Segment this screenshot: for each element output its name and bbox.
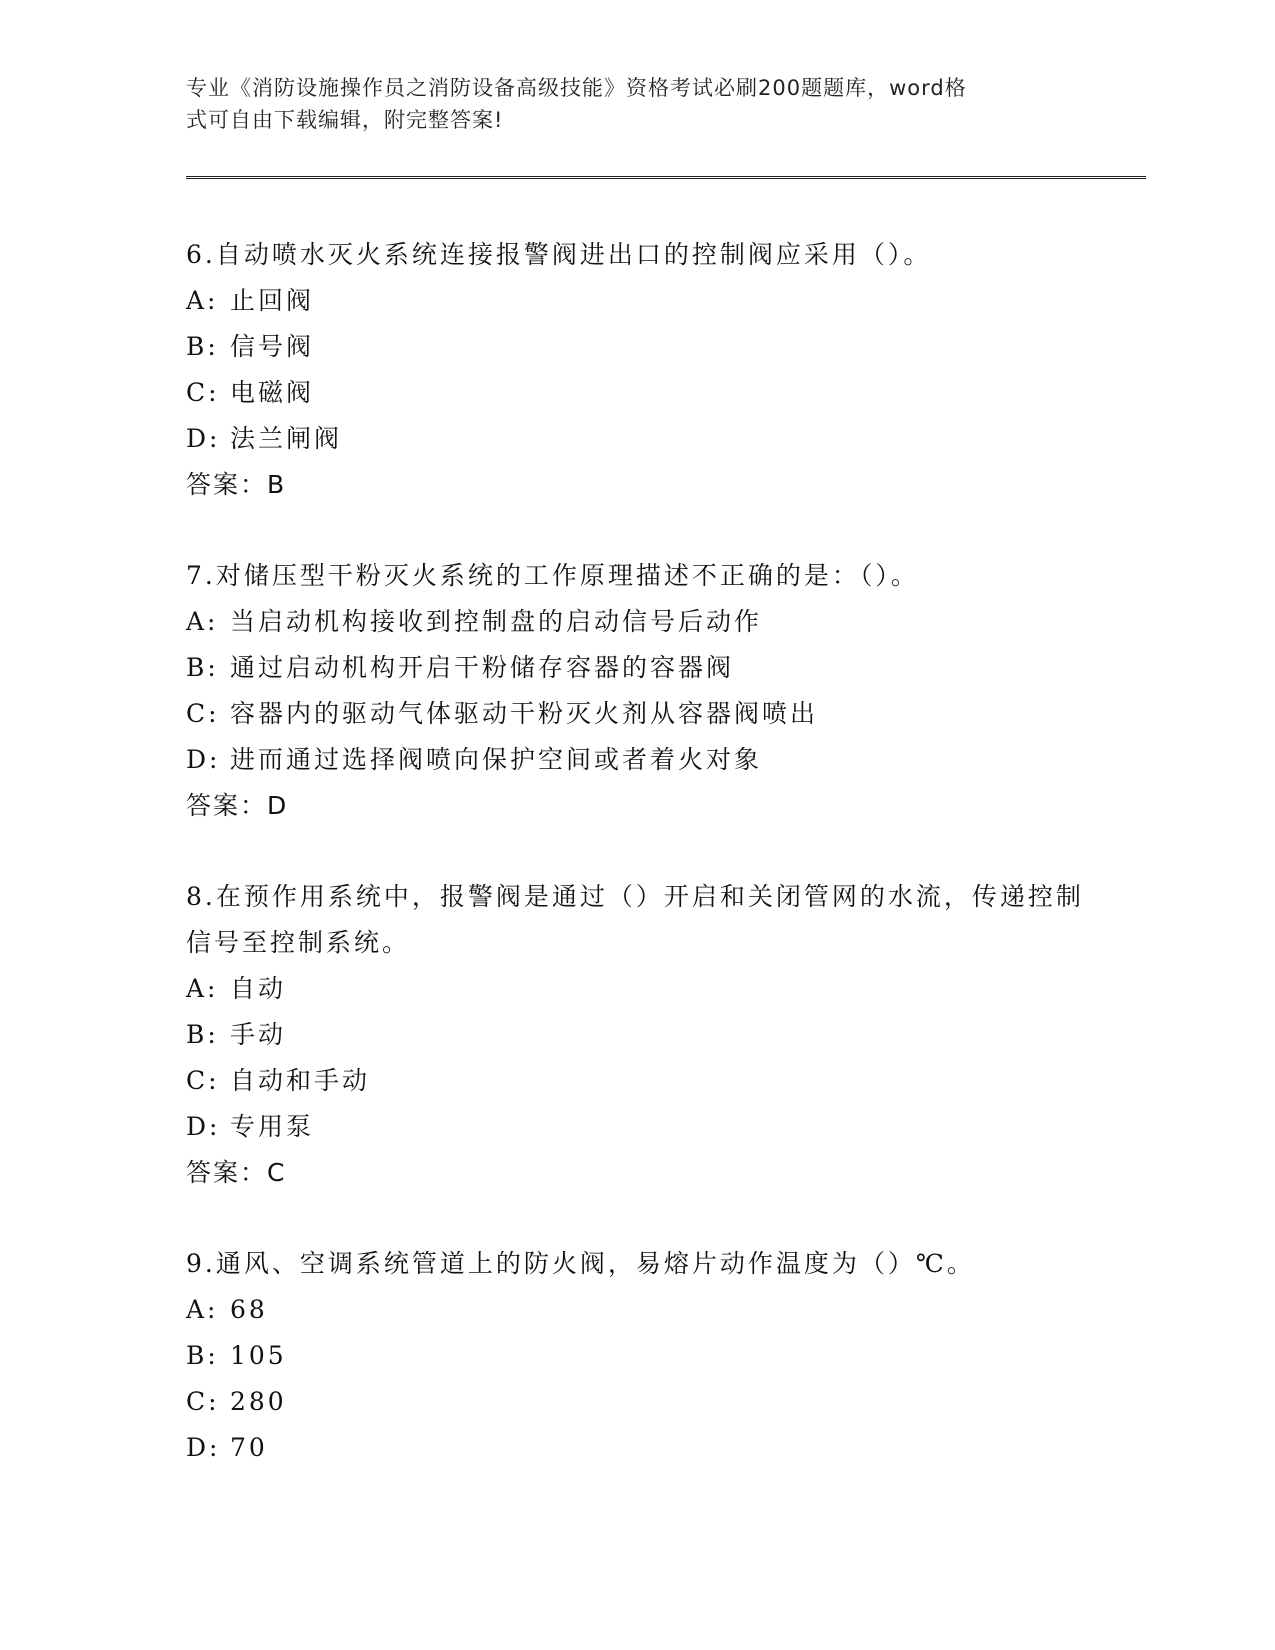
option-text: 当启动机构接收到控制盘的启动信号后动作 [230,607,763,636]
option-key: B: [186,1020,219,1049]
option-key: B: [186,332,219,361]
question-9 [186,1241,1086,1471]
option-key: A: [186,1295,219,1324]
option-key: C: [186,699,220,728]
header-line-1: 专业《消防设施操作员之消防设备高级技能》资格考试必刷200题题库，word格 [186,76,967,100]
option-c [186,1379,1086,1425]
option-key: D: [186,1433,221,1462]
question-stem: 7.对储压型干粉灭火系统的工作原理描述不正确的是：（）。 [186,561,919,590]
option-text: 专用泵 [230,1112,315,1141]
option-key: C: [186,378,220,407]
option-key: D: [186,1112,221,1141]
option-key: C: [186,1066,220,1095]
option-d [186,737,1086,783]
option-b [186,1333,1086,1379]
option-text: 手动 [230,1020,287,1049]
option-d [186,1425,1086,1471]
option-key: C: [186,1387,220,1416]
option-key: A: [186,286,219,315]
option-text: 105 [230,1341,287,1370]
option-b [186,645,1086,691]
question-6 [186,232,1086,508]
option-d [186,1104,1086,1150]
option-key: B: [186,1341,219,1370]
header-divider [186,176,1146,179]
answer-label: 答案：D [186,791,289,820]
option-a [186,966,1086,1012]
option-text: 进而通过选择阀喷向保护空间或者着火对象 [230,745,763,774]
option-key: D: [186,745,221,774]
question-stem: 8.在预作用系统中，报警阀是通过（）开启和关闭管网的水流，传递控制信号至控制系统。 [186,882,1084,957]
option-text: 止回阀 [230,286,315,315]
question-stem: 6.自动喷水灭火系统连接报警阀进出口的控制阀应采用（）。 [186,240,932,269]
question-list [186,232,1086,1516]
option-c [186,370,1086,416]
option-a [186,278,1086,324]
question-7 [186,553,1086,829]
header-line-2: 式可自由下载编辑，附完整答案! [186,108,504,132]
option-key: B: [186,653,219,682]
option-text: 68 [230,1295,268,1324]
question-stem: 9.通风、空调系统管道上的防火阀，易熔片动作温度为（）℃。 [186,1249,975,1278]
answer-label: 答案：B [186,470,287,499]
option-text: 电磁阀 [230,378,315,407]
option-text: 通过启动机构开启干粉储存容器的容器阀 [230,653,735,682]
option-text: 自动 [230,974,287,1003]
option-text: 法兰闸阀 [230,424,343,453]
question-8 [186,874,1086,1196]
document-header [186,72,1086,136]
option-b [186,1012,1086,1058]
option-key: A: [186,607,219,636]
answer-label: 答案：C [186,1158,287,1187]
option-text: 信号阀 [230,332,315,361]
option-text: 容器内的驱动气体驱动干粉灭火剂从容器阀喷出 [230,699,819,728]
option-text: 自动和手动 [230,1066,371,1095]
option-key: A: [186,974,219,1003]
option-key: D: [186,424,221,453]
option-d [186,416,1086,462]
option-b [186,324,1086,370]
option-c [186,1058,1086,1104]
option-a [186,1287,1086,1333]
option-c [186,691,1086,737]
option-text: 280 [230,1387,287,1416]
option-a [186,599,1086,645]
option-text: 70 [230,1433,268,1462]
